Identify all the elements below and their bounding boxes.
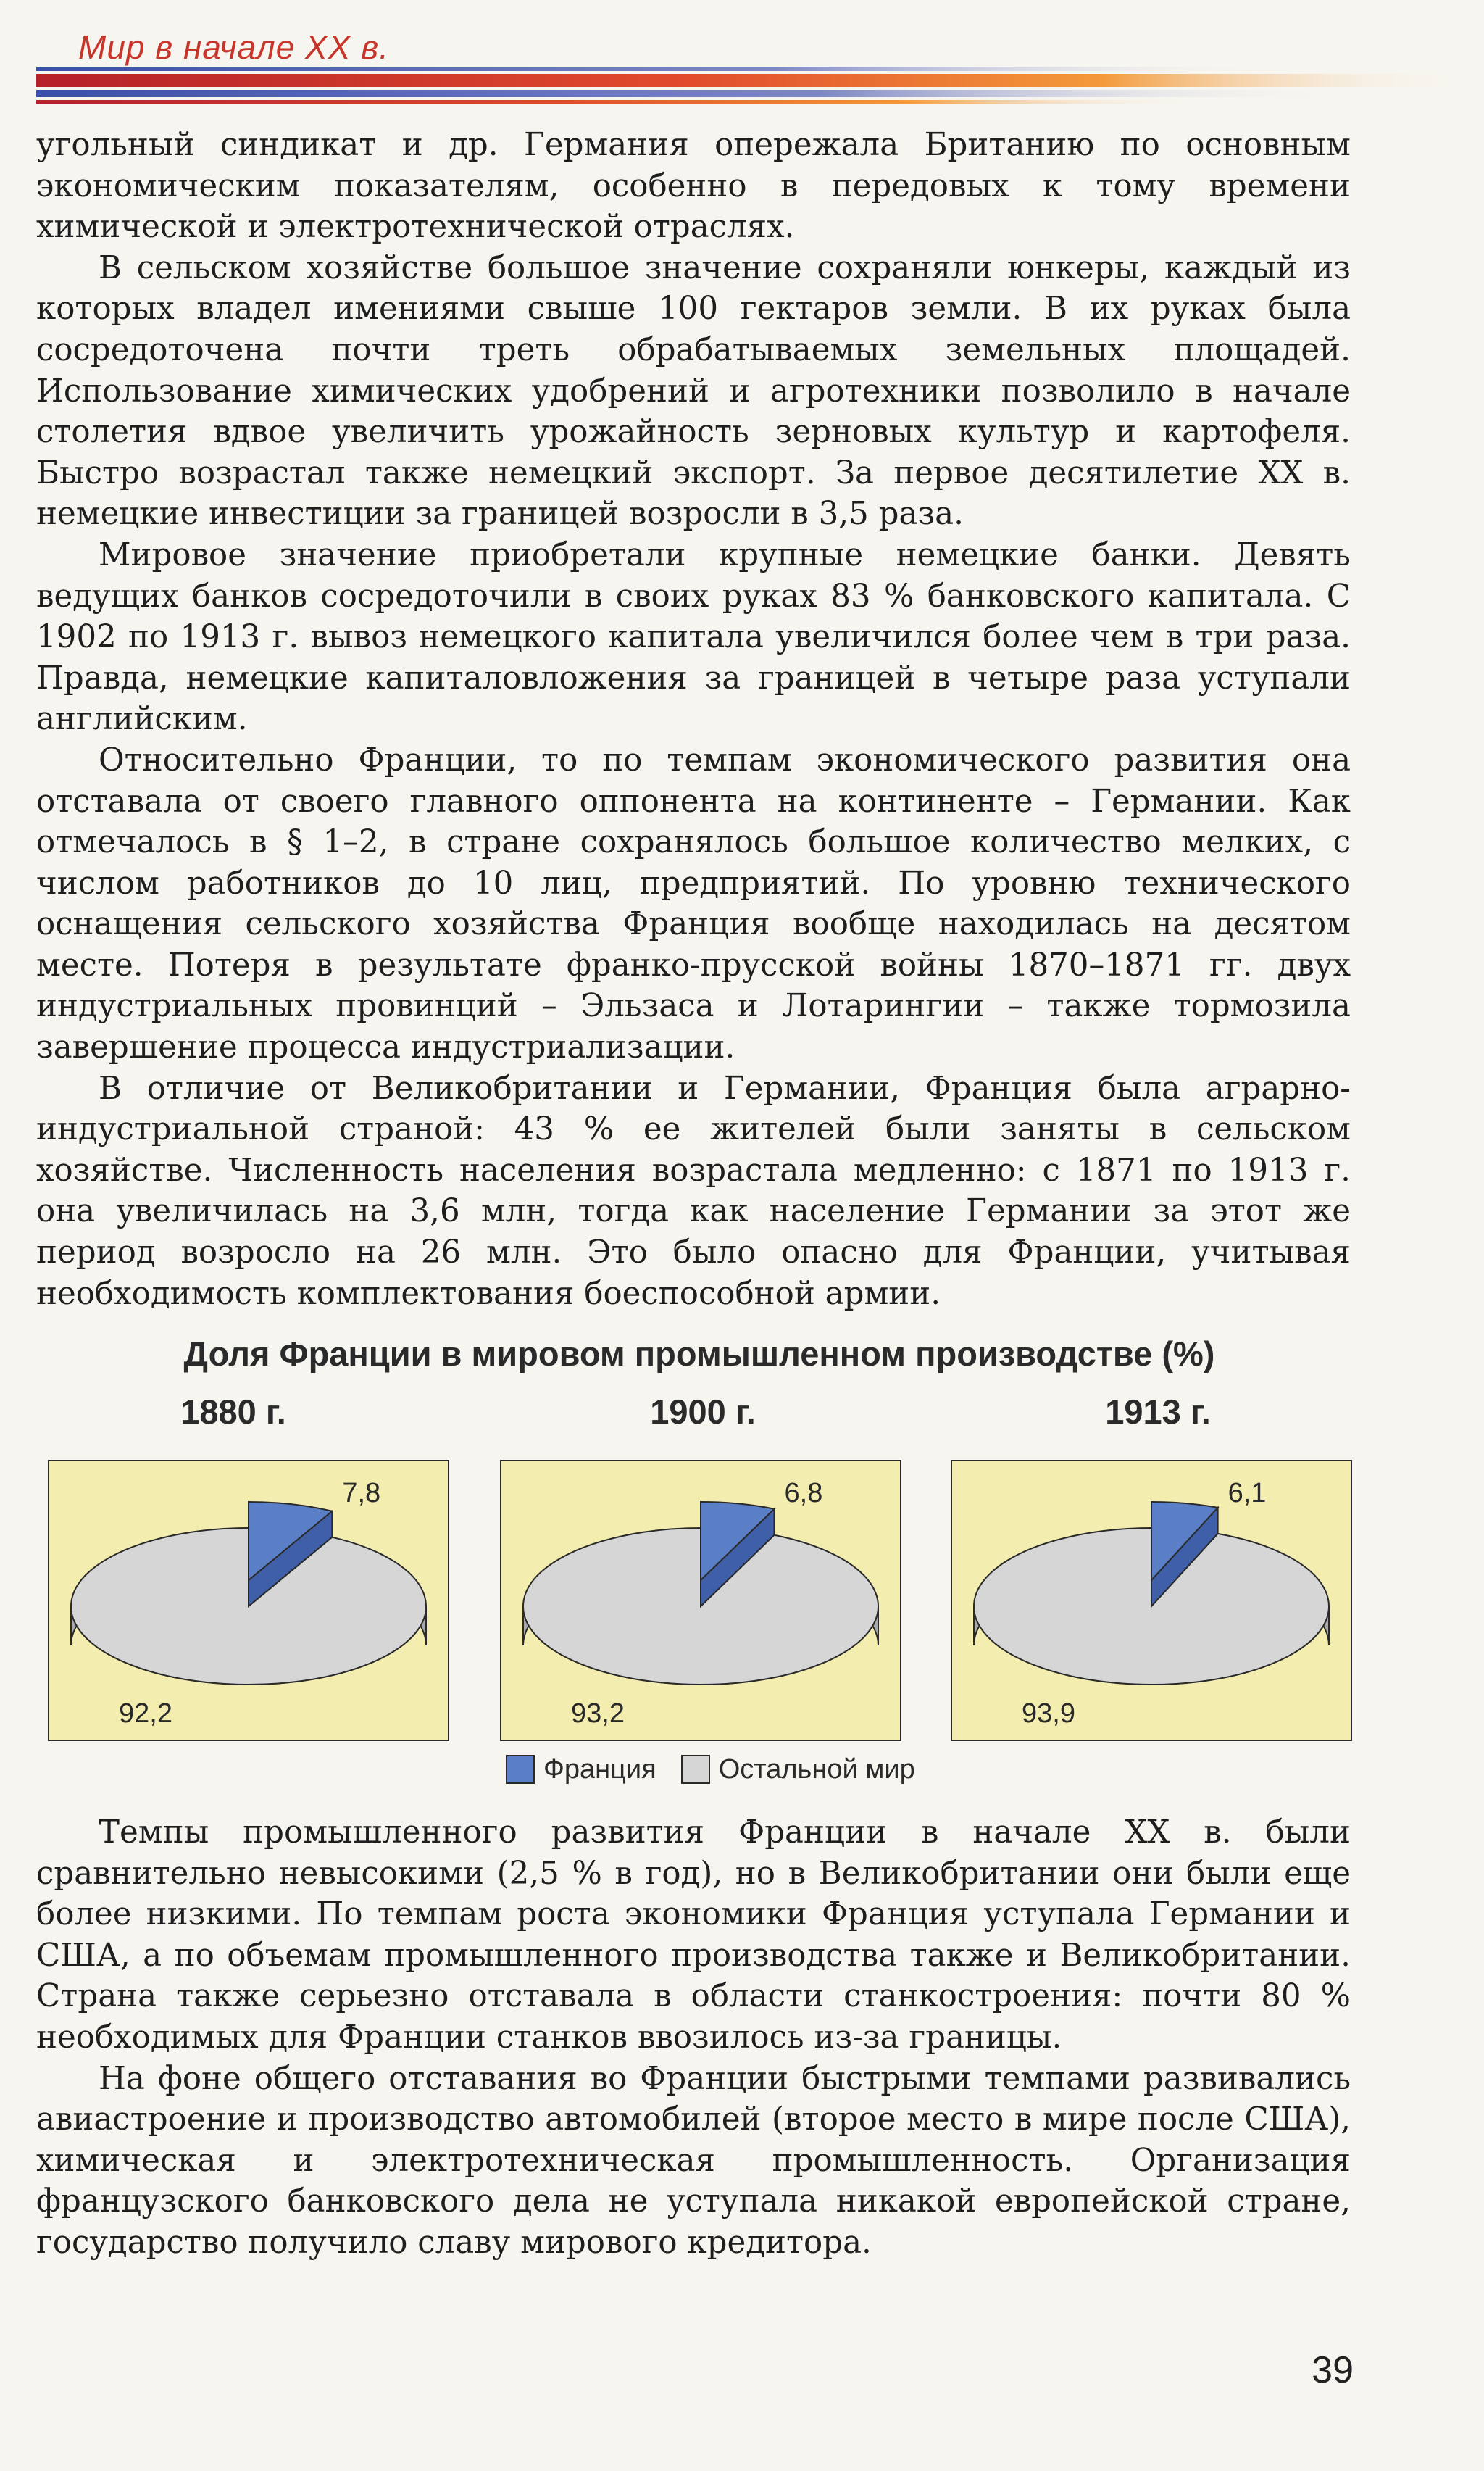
chart-legend bbox=[506, 1751, 940, 1787]
paragraph: Темпы промышленного развития Франции в начале XX в. были сравнительно невысокими (2,5 % в год), но в Великобритании они были еще более низкими. По темпам роста экономики Франция уступала Германии и США, а по объемам промышленного производства также и Великобритании. Страна также серьезно отставала в области станкостроения: почти 80 % необходимых для Франции станков ввозилось из-за границы. bbox=[36, 1814, 1351, 2056]
paragraph: В отличие от Великобритании и Германии, Франция была аграрно-индустриальной страной: 43 % ее жителей были заняты в сельском хозяйстве. Численность населения возрастала медленно: с 1871 по 1913 г. она увеличилась на 3,6 млн, тогда как население Германии за этот же период возросло на 26 млн. Это было опасно для Франции, учитывая необходимость комплектования боеспособной армии. bbox=[36, 1070, 1351, 1312]
pie-label-rest: 93,2 bbox=[571, 1698, 625, 1729]
legend-swatch-france bbox=[506, 1755, 535, 1784]
pie-chart bbox=[952, 1461, 1351, 1740]
paragraph: угольный синдикат и др. Германия опережала Британию по основным экономическим показателям, особенно в передовых к тому времени химической и электротехнической отраслях. bbox=[36, 127, 1351, 246]
pie-label-rest: 92,2 bbox=[119, 1698, 172, 1729]
legend-item-france bbox=[506, 1754, 656, 1785]
pie-chart-panel bbox=[48, 1460, 449, 1741]
legend-swatch-rest bbox=[681, 1755, 710, 1784]
paragraph: В сельском хозяйстве большое значение сохраняли юнкеры, каждый из которых владел имениями свыше 100 гектаров земли. В их руках была сосредоточена почти треть обрабатываемых земельных площадей. Использование химических удобрений и агротехники позволило в начале столетия вдвое увеличить урожайность зерновых культур и картофеля. Быстро возрастал также немецкий экспорт. За первое десятилетие XX в. немецкие инвестиции за границей возросли в 3,5 раза. bbox=[36, 249, 1351, 533]
pie-chart bbox=[501, 1461, 900, 1740]
running-header-title: Мир в начале XX в. bbox=[78, 28, 389, 66]
pie-label-france: 6,1 bbox=[1227, 1478, 1267, 1508]
header-decorative-band bbox=[36, 67, 1456, 107]
pie-chart bbox=[49, 1461, 448, 1740]
legend-label: Франция bbox=[543, 1753, 656, 1785]
chart-year-label: 1913 г. bbox=[1105, 1392, 1211, 1431]
pie-chart-panel bbox=[951, 1460, 1352, 1741]
chart-year-label: 1900 г. bbox=[650, 1392, 756, 1431]
page-number: 39 bbox=[1312, 2349, 1354, 2391]
paragraph: На фоне общего отставания во Франции быстрыми темпами развивались авиастроение и производство автомобилей (второе место в мире после США), химическая и электротехническая промышленность. Организация французского банковского дела не уступала никакой европейской стране, государство получило славу мирового кредитора. bbox=[36, 2060, 1351, 2261]
chart-year-label: 1880 г. bbox=[180, 1392, 286, 1431]
chart-title: Доля Франции в мировом промышленном производстве (%) bbox=[183, 1334, 1215, 1373]
pie-chart-panel bbox=[500, 1460, 901, 1741]
body-text-top bbox=[36, 125, 1351, 1314]
page-header bbox=[0, 0, 1484, 116]
paragraph: Мировое значение приобретали крупные немецкие банки. Девять ведущих банков сосредоточили в своих руках 83 % банковского капитала. С 1902 по 1913 г. вывоз немецкого капитала увеличился более чем в три раза. Правда, немецкие капиталовложения за границей в четыре раза уступали английским. bbox=[36, 536, 1351, 738]
pie-label-france: 6,8 bbox=[784, 1478, 823, 1508]
pie-label-rest: 93,9 bbox=[1022, 1698, 1075, 1729]
legend-item-rest bbox=[681, 1754, 915, 1785]
paragraph: Относительно Франции, то по темпам экономического развития она отставала от своего главного оппонента на континенте – Германии. Как отмечалось в § 1–2, в стране сохранялось большое количество мелких, с числом работников до 10 лиц, предприятий. По уровню технического оснащения сельского хозяйства Франция вообще находилась на десятом месте. Потеря в результате франко-прусской войны 1870–1871 гг. двух индустриальных провинций – Эльзаса и Лотарингии – также тормозила завершение процесса индустриализации. bbox=[36, 742, 1351, 1066]
body-text-bottom bbox=[36, 1812, 1351, 2264]
legend-label: Остальной мир bbox=[718, 1753, 915, 1785]
pie-label-france: 7,8 bbox=[342, 1478, 381, 1508]
